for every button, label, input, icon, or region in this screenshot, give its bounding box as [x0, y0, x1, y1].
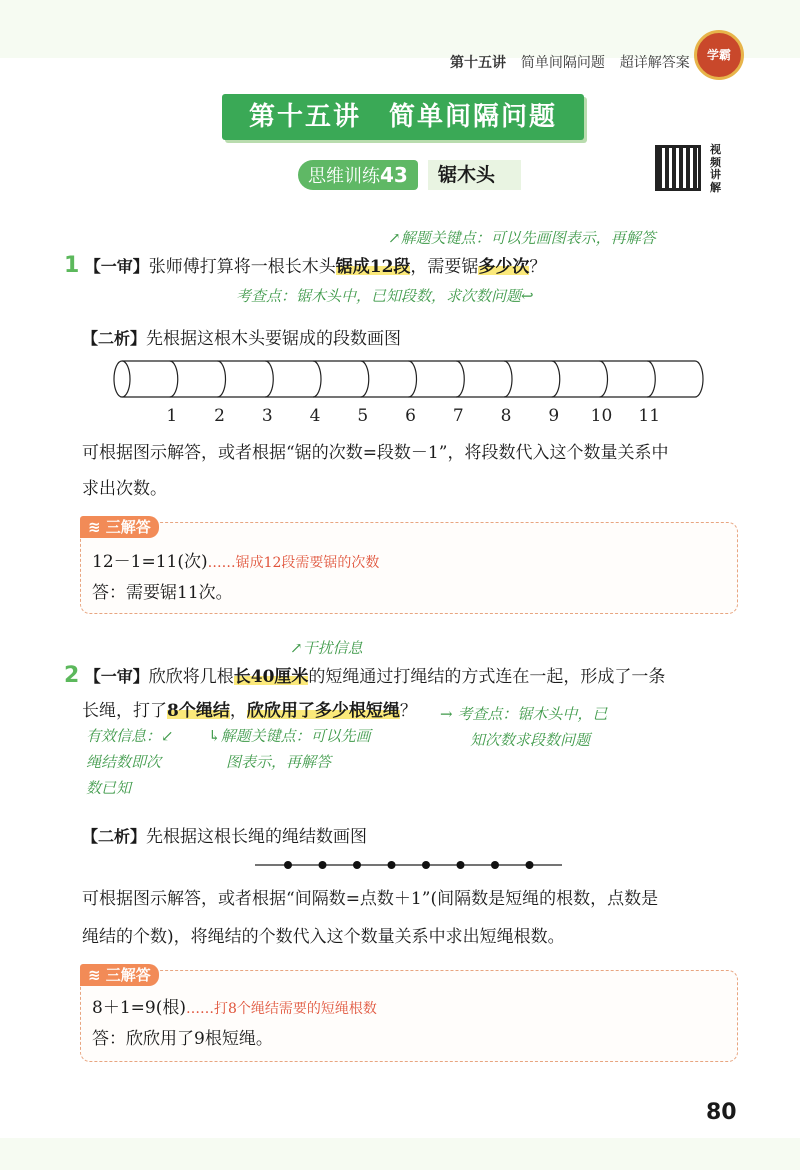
p2-analysis-text: 先根据这根长绳的绳结数画图 — [146, 827, 368, 847]
header-topic: 简单间隔问题 — [520, 55, 605, 71]
rope-knot-3 — [353, 861, 361, 869]
p2-note-exam-b: 知次数求段数问题 — [470, 731, 591, 749]
p1-eq-note: ……锯成12段需要锯的次数 — [207, 555, 380, 571]
p2-note-valid-a: 有效信息：↙ — [86, 727, 174, 745]
badge-logo: 学霸 — [694, 30, 744, 80]
p2-equation — [92, 997, 377, 1020]
p2-text-c: 长绳，打了 — [82, 701, 167, 721]
running-header — [450, 52, 690, 72]
p2-note-key-b: 图表示，再解答 — [226, 753, 332, 771]
log-label-7: 7 — [452, 406, 464, 426]
p1-analysis — [82, 328, 401, 350]
p2-answer: 答：欣欣用了9根短绳。 — [92, 1029, 273, 1049]
page-number: 80 — [706, 1100, 737, 1125]
log-label-1: 1 — [166, 406, 178, 426]
p2-explain-1: 可根据图示解答，或者根据“间隔数=点数＋1”(间隔数是短绳的根数，点数是 — [82, 889, 659, 909]
log-diagram — [110, 355, 710, 430]
p2-note-key-a: ↳解题关键点：可以先画 — [208, 727, 371, 745]
header-lecture: 第十五讲 — [450, 55, 506, 71]
log-cut-6 — [409, 361, 417, 397]
p1-note-exam: 考查点：锯木头中，已知段数，求次数问题↩ — [236, 287, 534, 305]
p2-tag-review: 【一审】 — [84, 667, 149, 686]
rope-knot-7 — [491, 861, 499, 869]
lecture-title: 第十五讲 简单间隔问题 — [222, 94, 584, 140]
log-cut-7 — [456, 361, 464, 397]
qr-code-icon[interactable] — [655, 145, 701, 191]
log-cut-11 — [647, 361, 655, 397]
log-label-4: 4 — [309, 406, 321, 426]
p2-explain-2: 绳结的个数)，将绳结的个数代入这个数量关系中求出短绳根数。 — [82, 927, 565, 947]
p2-answer-head: ≋ 三解答 — [80, 964, 159, 986]
training-topic: 锯木头 — [428, 160, 521, 190]
p2-highlight-question: 欣欣用了多少根短绳 — [246, 701, 400, 721]
p2-eq-note: ……打8个绳结需要的短绳根数 — [185, 1001, 377, 1017]
log-cut-3 — [265, 361, 273, 397]
p2-text-d: ， — [229, 701, 247, 721]
training-label — [298, 160, 418, 190]
p2-highlight-knots: 8个绳结 — [167, 701, 230, 721]
p1-explain-2: 求出次数。 — [82, 479, 167, 499]
p1-tag-analysis: 【二析】 — [82, 329, 147, 348]
header-book-tag: 超详解答案 — [619, 55, 690, 71]
p1-explain-1: 可根据图示解答，或者根据“锯的次数=段数－1”，将段数代入这个数量关系中 — [82, 443, 669, 463]
p2-tag-analysis: 【二析】 — [82, 827, 147, 846]
log-cut-4 — [313, 361, 321, 397]
log-cut-5 — [361, 361, 369, 397]
log-label-3: 3 — [261, 406, 273, 426]
log-cut-8 — [504, 361, 512, 397]
log-label-2: 2 — [214, 406, 225, 426]
rope-knot-5 — [422, 861, 430, 869]
header-band — [0, 0, 800, 58]
p2-eq: 8＋1=9(根) — [92, 998, 186, 1018]
p1-text-a: 张师傅打算将一根长木头 — [148, 257, 336, 277]
qr-label: 视频讲解 — [710, 143, 721, 194]
log-label-10: 10 — [590, 406, 613, 426]
footer-band — [0, 1138, 800, 1170]
p1-note-key: ↗解题关键点：可以先画图表示，再解答 — [388, 229, 656, 247]
p1-number: 1 — [64, 253, 80, 278]
p2-question-1 — [64, 665, 665, 688]
p2-note-valid-c: 数已知 — [86, 779, 132, 797]
rope-diagram — [250, 855, 570, 875]
log-cut-9 — [552, 361, 560, 397]
p1-answer-head: ≋ 三解答 — [80, 516, 159, 538]
rope-knot-6 — [457, 861, 465, 869]
log-label-11: 11 — [638, 406, 661, 426]
log-label-8: 8 — [500, 406, 512, 426]
log-cut-1 — [170, 361, 178, 397]
log-cut-10 — [600, 361, 608, 397]
p2-note-exam-a: → 考查点：锯木头中，已 — [440, 705, 608, 723]
rope-knot-2 — [319, 861, 327, 869]
p1-question — [64, 255, 546, 278]
p2-note-valid-b: 绳结数即次 — [86, 753, 162, 771]
p1-equation — [92, 551, 379, 574]
training-text: 思维训练 — [308, 166, 380, 187]
p1-text-c: ？ — [529, 257, 547, 277]
p2-analysis — [82, 826, 367, 848]
rope-knot-8 — [526, 861, 534, 869]
training-number: 43 — [380, 163, 408, 187]
log-cut-12 — [695, 361, 703, 397]
p1-tag-review: 【一审】 — [84, 257, 149, 276]
p1-analysis-text: 先根据这根木头要锯成的段数画图 — [146, 329, 402, 349]
p2-number: 2 — [64, 663, 80, 688]
p2-note-interfere: ↗干扰信息 — [290, 639, 363, 657]
p2-text-e: ？ — [399, 701, 417, 721]
log-body — [114, 361, 703, 397]
p1-highlight-times: 多少次 — [478, 257, 530, 277]
p1-answer: 答：需要锯11次。 — [92, 583, 233, 603]
p2-question-2 — [82, 700, 417, 722]
log-label-6: 6 — [405, 406, 416, 426]
p2-highlight-length: 长40厘米 — [233, 667, 309, 687]
log-label-5: 5 — [357, 406, 369, 426]
rope-knot-4 — [388, 861, 396, 869]
p1-text-b: ，需要锯 — [410, 257, 479, 277]
rope-knot-1 — [284, 861, 292, 869]
p2-text-a: 欣欣将几根 — [148, 667, 234, 687]
p2-text-b: 的短绳通过打绳结的方式连在一起，形成了一条 — [308, 667, 666, 687]
log-cut-2 — [218, 361, 226, 397]
log-label-9: 9 — [548, 406, 560, 426]
p1-highlight-segments: 锯成12段 — [335, 257, 411, 277]
p1-eq: 12－1=11(次) — [92, 552, 208, 572]
log-end-left — [114, 361, 130, 397]
log-labels — [166, 406, 660, 426]
